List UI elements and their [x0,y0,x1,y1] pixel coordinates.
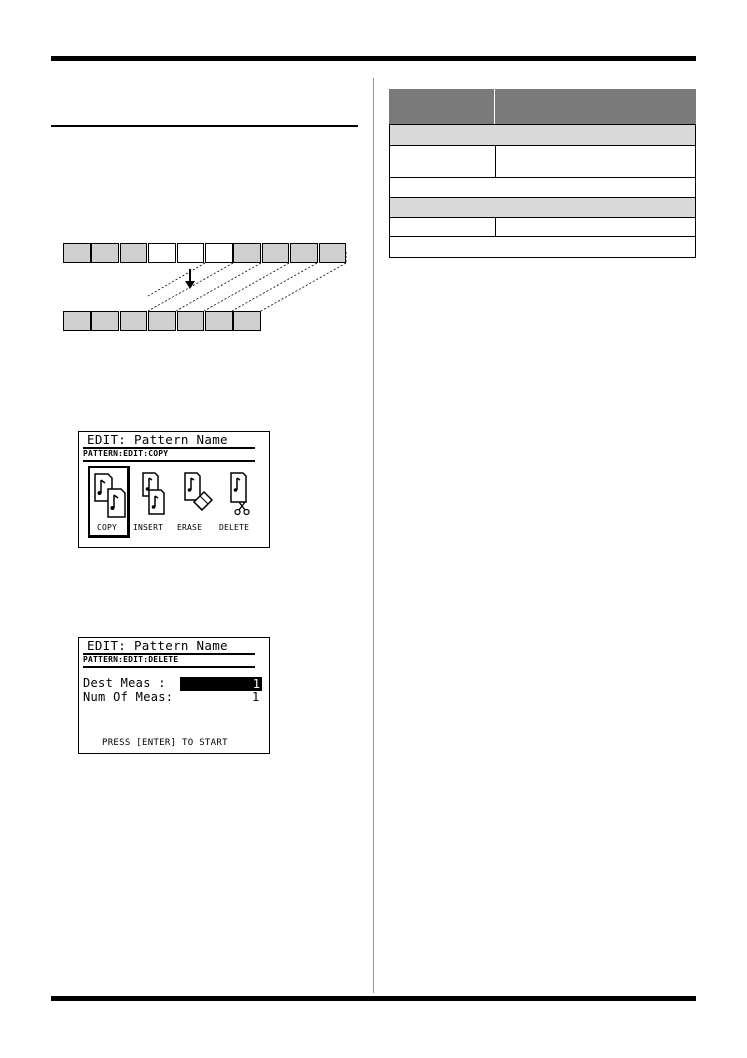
measure-cell [120,311,148,331]
path-underline [83,460,255,462]
insert-label: INSERT [133,523,164,532]
delete-icon [225,470,261,520]
bottom-rule [51,996,696,1001]
path-underline [83,666,255,668]
start-prompt: PRESS [ENTER] TO START [102,738,228,748]
table-header [389,89,696,124]
lcd-screen-copy [78,431,270,548]
erase-icon [181,470,221,520]
num-of-meas-value[interactable]: 1 [252,690,260,704]
delete-icon-button[interactable] [219,470,263,536]
measure-cell [205,311,233,331]
copy-label: COPY [97,523,118,532]
table-band-2 [389,198,696,218]
measure-cell [205,243,233,263]
measure-cell [290,243,318,263]
dest-meas-label: Dest Meas : [83,676,166,690]
num-of-meas-label: Num Of Meas: [83,690,174,704]
copy-icon [92,471,130,523]
screen-title: EDIT: Pattern Name [87,432,228,447]
table-band-1 [389,124,696,146]
measure-cell [233,243,261,263]
down-arrow-icon [185,269,195,289]
table-row [389,145,696,178]
table-row-note [389,237,696,258]
screen-title: EDIT: Pattern Name [87,638,228,653]
screen-path: PATTERN:EDIT:COPY [83,449,169,458]
section-heading-rule [51,125,358,127]
delete-label: DELETE [219,523,250,532]
measure-cell [148,311,176,331]
erase-label: ERASE [177,523,203,532]
dest-meas-value[interactable]: 1 [180,677,262,691]
insert-icon-button[interactable] [133,470,177,536]
table-row [389,218,696,237]
measure-cell [91,243,119,263]
measure-cell [233,311,261,331]
measure-cell [177,243,205,263]
top-rule [51,56,696,61]
column-divider [373,78,374,993]
table-row-note [389,178,696,198]
screen-path: PATTERN:EDIT:DELETE [83,655,179,664]
lcd-screen-delete [78,637,270,754]
measure-cell [91,311,119,331]
measure-cell [63,311,91,331]
insert-icon [139,470,175,520]
copy-icon-button[interactable] [88,466,130,538]
measure-cell [120,243,148,263]
measure-cell [262,243,290,263]
measure-cell [148,243,176,263]
measure-cell [63,243,91,263]
erase-icon-button[interactable] [177,470,221,536]
measure-cell [319,243,347,263]
measure-cell [177,311,205,331]
